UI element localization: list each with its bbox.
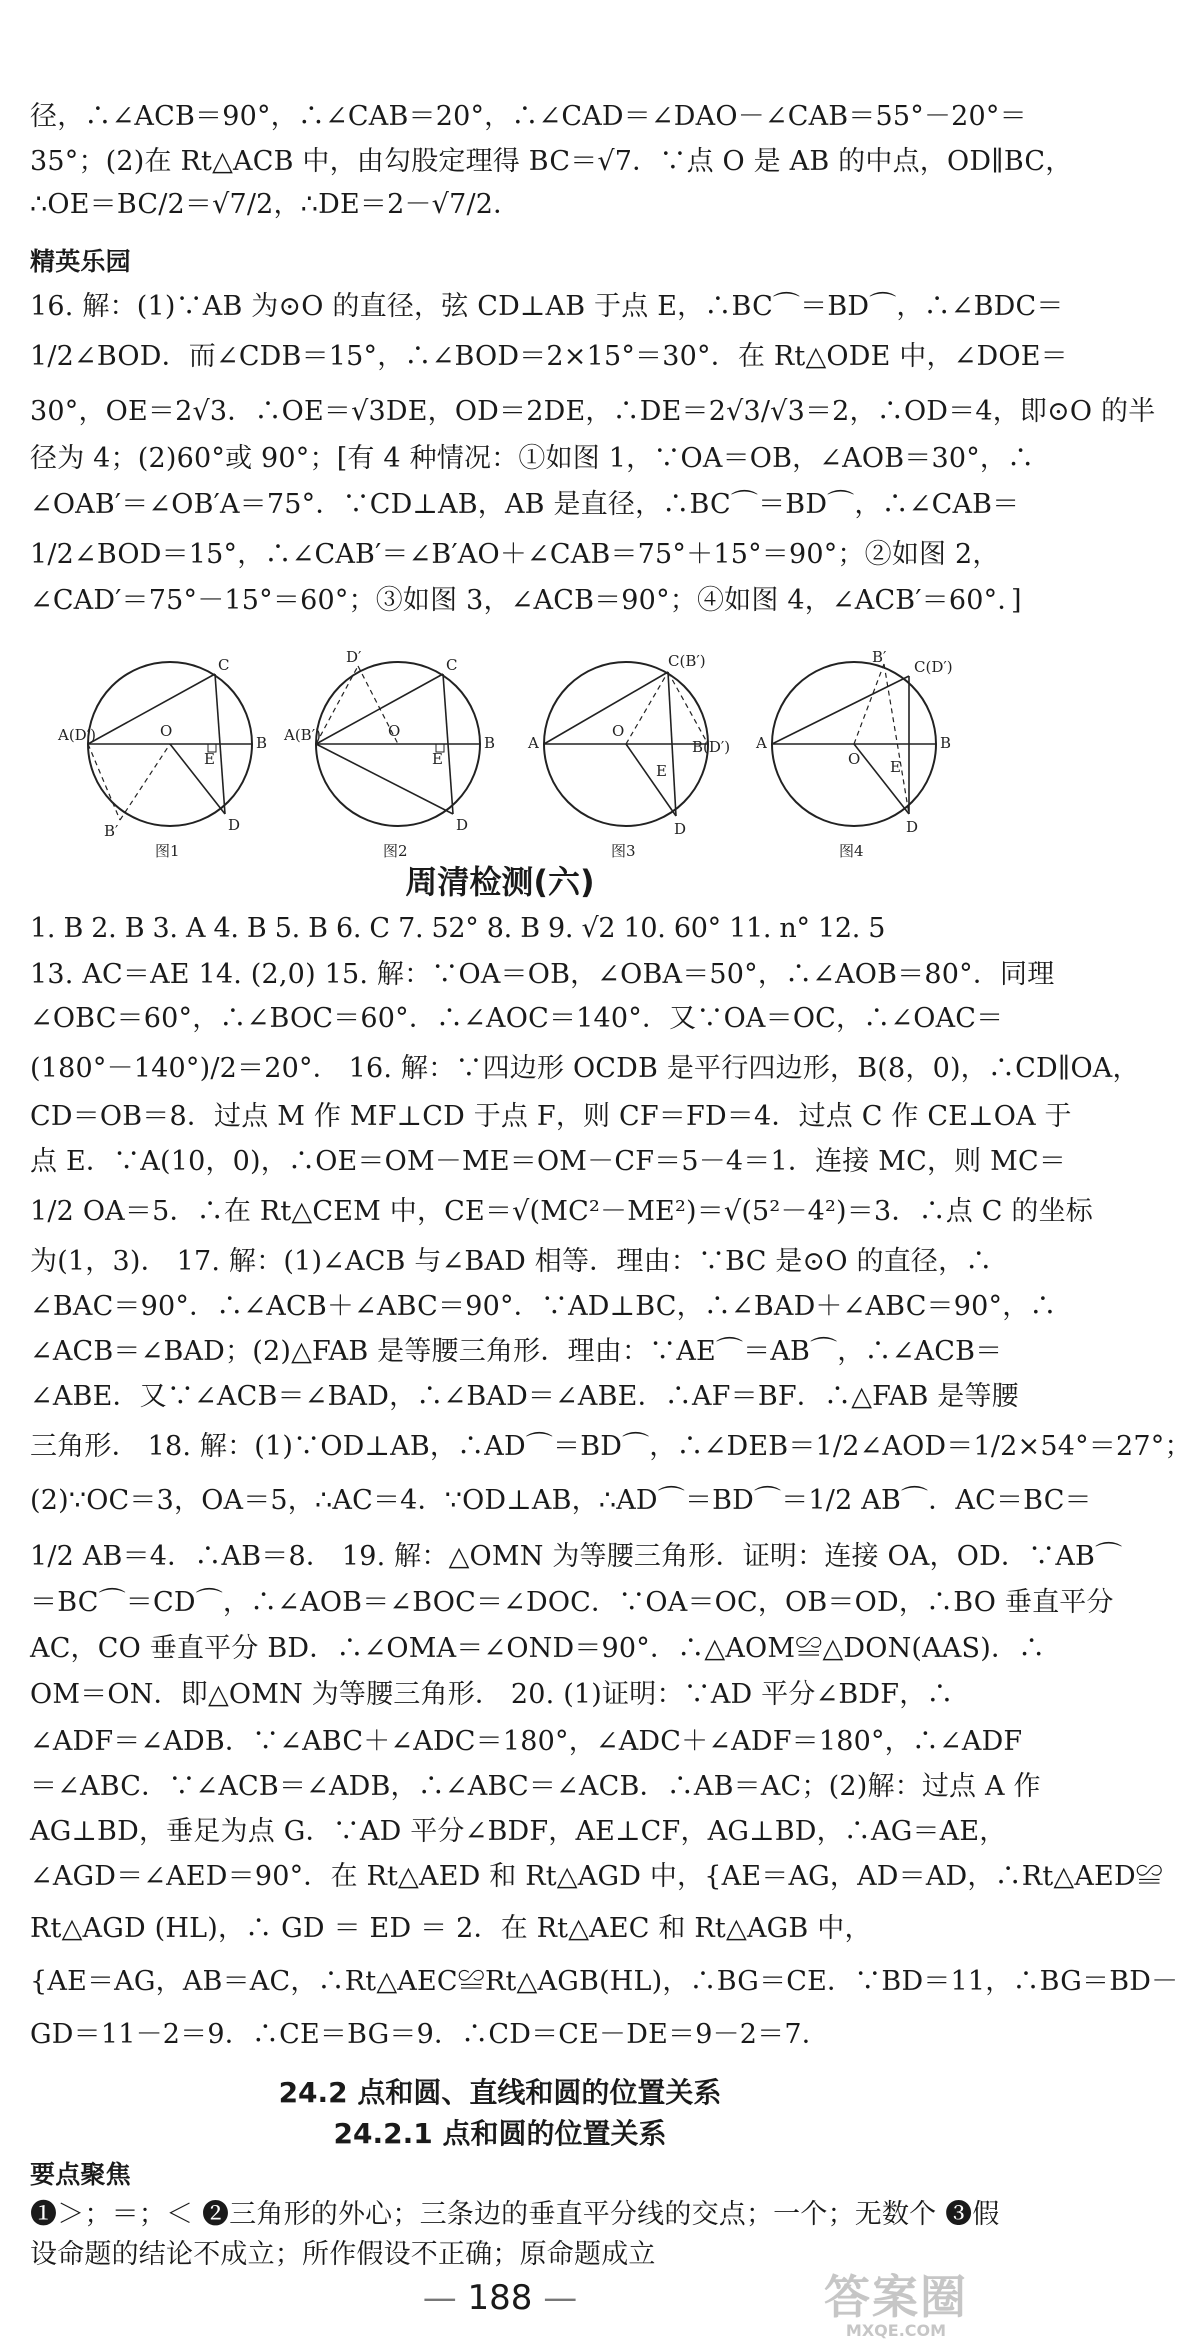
text-line: (180°－140°)/2＝20°． 16. 解：∵四边形 OCDB 是平行四边形，B(8，0)，∴CD∥OA， [30, 1053, 1140, 1084]
fig1-label: A(D′) [58, 726, 96, 744]
geometry-figures [58, 648, 960, 862]
fig2-label: D′ [346, 648, 362, 666]
text-line: 1/2 AB＝4．∴AB＝8． 19. 解：△OMN 为等腰三角形．证明：连接 OA，OD．∵AB⌒ [30, 1541, 1123, 1572]
text-line: ∠OBC＝60°，∴∠BOC＝60°．∴∠AOC＝140°．又∵OA＝OC，∴∠OAC＝ [30, 1003, 1004, 1034]
fig3-label: D [674, 820, 687, 838]
text-line: AC，CO 垂直平分 BD．∴∠OMA＝∠OND＝90°．∴△AOM≌△DON(AAS)．∴ [30, 1633, 1046, 1664]
fig1-label: O [160, 722, 173, 740]
figure-2 [284, 648, 508, 862]
fig4-label: B [940, 734, 952, 752]
text-line: 三角形． 18. 解：(1)∵OD⊥AB，∴AD⌒＝BD⌒，∴∠DEB＝1/2∠AOD＝1/2×54°＝27°； [30, 1431, 1192, 1462]
text-line: ∠BAC＝90°．∴∠ACB＋∠ABC＝90°．∵AD⊥BC，∴∠BAD＋∠ABC＝90°，∴ [30, 1291, 1057, 1322]
figure-1 [60, 652, 280, 862]
text-line: 1. B 2. B 3. A 4. B 5. B 6. C 7. 52° 8. B 9. √2 10. 60° 11. n° 12. 5 [30, 913, 886, 944]
page-number: — 188 — [422, 2278, 578, 2318]
fig4-label: A [756, 734, 767, 752]
watermark-text: 答案圈 [824, 2270, 968, 2324]
fig4-label: O [848, 750, 861, 768]
text-line: (2)∵OC＝3，OA＝5，∴AC＝4．∵OD⊥AB，∴AD⌒＝BD⌒＝1/2 AB⌒．AC＝BC＝ [30, 1485, 1092, 1516]
text-line: ∠OAB′＝∠OB′A＝75°．∵CD⊥AB，AB 是直径，∴BC⌒＝BD⌒，∴∠CAB＝ [30, 489, 1020, 520]
text-line: 为(1，3)． 17. 解：(1)∠ACB 与∠BAD 相等．理由：∵BC 是⊙O 的直径，∴ [30, 1246, 993, 1277]
fig1-label: C [218, 656, 230, 674]
section-heading-yaodian: 要点聚焦 [30, 2160, 131, 2189]
fig3-label: A [528, 734, 539, 752]
text-line: 13. AC＝AE 14. (2,0) 15. 解：∵OA＝OB，∠OBA＝50°，∴∠AOB＝80°．同理 [30, 959, 1055, 990]
fig3-label: O [612, 722, 625, 740]
text-line: ＝BC⌒＝CD⌒，∴∠AOB＝∠BOC＝∠DOC．∵OA＝OC，OB＝OD，∴BO 垂直平分 [30, 1587, 1114, 1618]
fig2-label: E [432, 750, 443, 768]
section-heading-jingying: 精英乐园 [30, 247, 131, 276]
text-line: ∠ACB＝∠BAD；(2)△FAB 是等腰三角形．理由：∵AE⌒＝AB⌒，∴∠ACB＝ [30, 1336, 1003, 1367]
text-line: 35°；(2)在 Rt△ACB 中，由勾股定理得 BC＝√7．∵点 O 是 AB 的中点，OD∥BC， [30, 146, 1073, 177]
figure-caption: 图4 [839, 842, 864, 860]
figure-4 [744, 648, 964, 862]
fig1-label: D [228, 816, 241, 834]
text-line: ∠CAD′＝75°－15°＝60°；③如图 3，∠ACB＝90°；④如图 4，∠ACB′＝60°．] [30, 585, 1022, 616]
fig2-label: C [446, 656, 458, 674]
fig1-label: B′ [104, 822, 119, 840]
text-line: 16. 解：(1)∵AB 为⊙O 的直径，弦 CD⊥AB 于点 E，∴BC⌒＝BD⌒，∴∠BDC＝ [30, 291, 1064, 322]
fig3-label: B(D′) [692, 738, 731, 756]
text-line: {AE＝AG，AB＝AC，∴Rt△AEC≌Rt△AGB(HL)，∴BG＝CE．∵BD＝11，∴BG＝BD－ [30, 1966, 1179, 1997]
text-line: 30°，OE＝2√3．∴OE＝√3DE，OD＝2DE，∴DE＝2√3/√3＝2，∴OD＝4，即⊙O 的半 [30, 396, 1156, 427]
text-line: Rt△AGD (HL)，∴ GD ＝ ED ＝ 2．在 Rt△AEC 和 Rt△AGB 中， [30, 1913, 872, 1944]
fig4-label: E [890, 758, 901, 776]
fig2-label: D [456, 816, 469, 834]
fig2-label: A(B′) [284, 726, 321, 744]
fig2-label: O [388, 722, 401, 740]
text-line: AG⊥BD，垂足为点 G．∵AD 平分∠BDF，AE⊥CF，AG⊥BD，∴AG＝AE， [30, 1816, 1007, 1847]
text-line: 1/2∠BOD．而∠CDB＝15°，∴∠BOD＝2×15°＝30°．在 Rt△ODE 中，∠DOE＝ [30, 341, 1068, 372]
fig1-label: B [256, 734, 268, 752]
text-line: 1/2∠BOD＝15°，∴∠CAB′＝∠B′AO＋∠CAB＝75°＋15°＝90°；②如图 2， [30, 539, 1000, 570]
fig3-label: C(B′) [668, 652, 706, 670]
text-line: ∴OE＝BC/2＝√7/2，∴DE＝2－√7/2． [30, 189, 521, 220]
text-line: OM＝ON．即△OMN 为等腰三角形． 20. (1)证明：∵AD 平分∠BDF，∴ [30, 1679, 954, 1710]
text-line: GD＝11－2＝9．∴CE＝BG＝9．∴CD＝CE－DE＝9－2＝7． [30, 2019, 829, 2050]
fig1-label: E [204, 750, 215, 768]
section-title-24-2: 24.2 点和圆、直线和圆的位置关系 [278, 2076, 722, 2109]
fig4-label: B′ [872, 648, 887, 666]
watermark-logo [806, 2272, 986, 2342]
text-line: ∠ADF＝∠ADB．∵∠ABC＋∠ADC＝180°，∠ADC＋∠ADF＝180°，∴∠ADF [30, 1726, 1023, 1757]
text-line: 径为 4；(2)60°或 90°；[有 4 种情况：①如图 1，∵OA＝OB，∠AOB＝30°，∴ [30, 443, 1035, 474]
figure-caption: 图2 [383, 842, 408, 860]
text-line: ❶＞；＝；＜ ❷三角形的外心；三条边的垂直平分线的交点；一个；无数个 ❸假 [30, 2199, 1000, 2230]
text-line: ∠AGD＝∠AED＝90°．在 Rt△AED 和 Rt△AGD 中，{AE＝AG，AD＝AD，∴Rt△AED≌ [30, 1861, 1164, 1892]
figure-caption: 图1 [155, 842, 180, 860]
page-number-value: 188 [467, 2278, 533, 2318]
text-line: 1/2 OA＝5．∴在 Rt△CEM 中，CE＝√(MC²－ME²)＝√(5²－4²)＝3．∴点 C 的坐标 [30, 1196, 1093, 1227]
figure-3 [516, 652, 736, 862]
section-title-24-2-1: 24.2.1 点和圆的位置关系 [333, 2117, 667, 2150]
text-line: 设命题的结论不成立；所作假设不正确；原命题成立 [30, 2239, 656, 2270]
text-line: CD＝OB＝8．过点 M 作 MF⊥CD 于点 F，则 CF＝FD＝4．过点 C 作 CE⊥OA 于 [30, 1101, 1072, 1132]
fig4-label: C(D′) [914, 658, 953, 676]
fig2-label: B [484, 734, 496, 752]
fig3-label: E [656, 762, 667, 780]
weekly-test-title: 周清检测(六) [405, 863, 595, 901]
watermark-url: MXQE.COM [845, 2321, 947, 2340]
text-line: ∠ABE．又∵∠ACB＝∠BAD，∴∠BAD＝∠ABE．∴AF＝BF．∴△FAB 是等腰 [30, 1381, 1019, 1412]
text-line: ＝∠ABC．∵∠ACB＝∠ADB，∴∠ABC＝∠ACB．∴AB＝AC；(2)解：过点 A 作 [30, 1771, 1041, 1802]
fig4-label: D [906, 818, 919, 836]
text-line: 点 E．∵A(10，0)，∴OE＝OM－ME＝OM－CF＝5－4＝1．连接 MC，则 MC＝ [30, 1146, 1067, 1177]
figure-caption: 图3 [611, 842, 636, 860]
text-line: 径，∴∠ACB＝90°，∴∠CAB＝20°，∴∠CAD＝∠DAO－∠CAB＝55°－20°＝ [30, 101, 1027, 132]
